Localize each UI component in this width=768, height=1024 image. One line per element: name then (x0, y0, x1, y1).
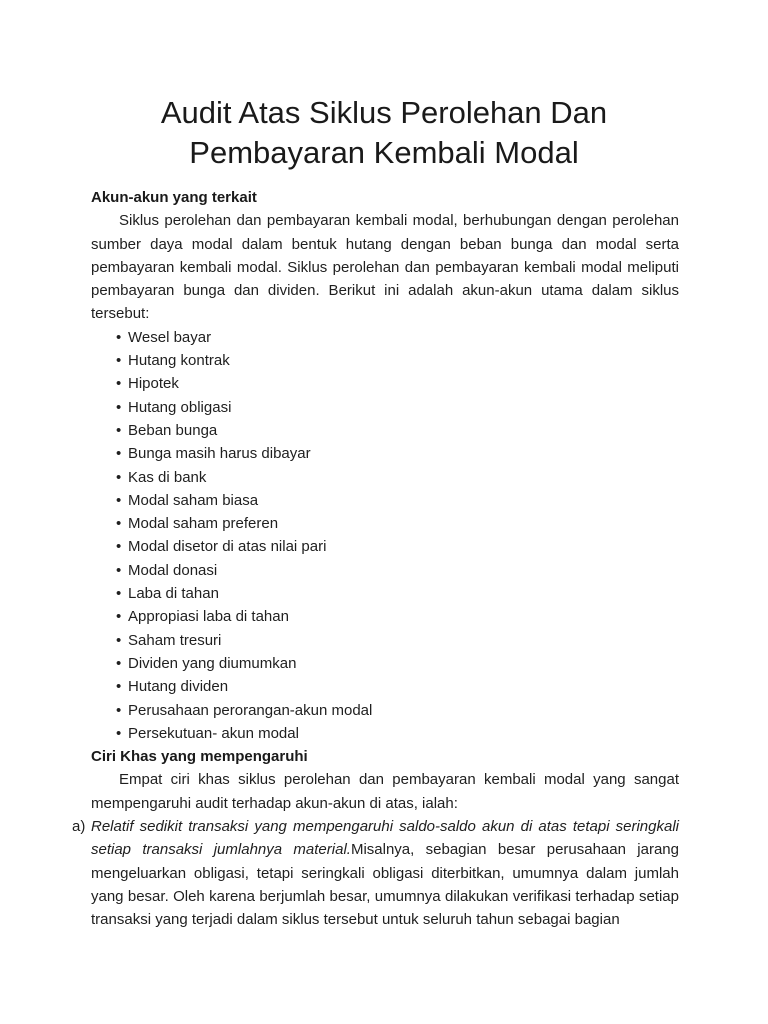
list-item-label: Beban bunga (128, 421, 218, 439)
characteristics-list (72, 815, 679, 931)
bullet-icon: • (116, 421, 122, 439)
list-item-italic-text: Relatif sedikit transaksi yang mempengaruhi saldo-saldo akun di atas tetapi seringkali setiap transaksi jumlahnya material. (91, 818, 679, 859)
list-item-label: Hutang kontrak (128, 352, 230, 370)
section-heading-ciri-khas: Ciri Khas yang mempengaruhi (91, 748, 308, 766)
list-item-label: Hutang obligasi (128, 398, 232, 416)
list-item (116, 419, 679, 442)
bullet-icon: • (116, 561, 122, 579)
list-item (116, 489, 679, 512)
section-paragraph-ciri-khas: Empat ciri khas siklus perolehan dan pembayaran kembali modal yang sangat mempengaruhi audit terhadap akun-akun di atas, ialah: (91, 771, 679, 812)
list-item-label: Kas di bank (128, 468, 207, 486)
bullet-icon: • (116, 398, 122, 416)
list-item (116, 512, 679, 535)
bullet-icon: • (116, 678, 122, 696)
list-item (116, 605, 679, 628)
title-line-2: Pembayaran Kembali Modal (189, 135, 579, 170)
account-bullet-list (91, 326, 679, 745)
list-item-label: Dividen yang diumumkan (128, 654, 297, 672)
document-body (72, 186, 679, 932)
list-item-label: Bunga masih harus dibayar (128, 445, 311, 463)
list-item (116, 699, 679, 722)
list-item-label: Modal saham biasa (128, 491, 259, 509)
list-item (116, 675, 679, 698)
bullet-icon: • (116, 328, 122, 346)
bullet-icon: • (116, 515, 122, 533)
bullet-icon: • (116, 352, 122, 370)
list-item-body-text: Misalnya, sebagian besar perusahaan jarang mengeluarkan obligasi, tetapi seringkali obligasi diterbitkan, umumnya dalam jumlah yang besar. Oleh karena berjumlah besar, umumnya dilakukan verifikasi terhadap setiap transaksi yang terjadi dalam siklus tersebut untuk seluruh tahun sebagai bagian (91, 841, 679, 929)
list-item-label: Hutang dividen (128, 678, 229, 696)
list-item-label: Laba di tahan (128, 585, 219, 603)
list-item (116, 629, 679, 652)
bullet-icon: • (116, 538, 122, 556)
list-item (116, 535, 679, 558)
bullet-icon: • (116, 608, 122, 626)
bullet-icon: • (116, 631, 122, 649)
list-item-label: Perusahaan perorangan-akun modal (128, 701, 373, 719)
title-line-1: Audit Atas Siklus Perolehan Dan (160, 95, 608, 130)
bullet-icon: • (116, 724, 122, 742)
list-item-label: Modal disetor di atas nilai pari (128, 538, 327, 556)
list-item (116, 559, 679, 582)
bullet-icon: • (116, 491, 122, 509)
list-item (116, 582, 679, 605)
list-item-label: Modal saham preferen (128, 515, 279, 533)
list-item (116, 442, 679, 465)
bullet-icon: • (116, 375, 122, 393)
list-item (116, 326, 679, 349)
bullet-icon: • (116, 585, 122, 603)
list-item (72, 815, 679, 931)
list-item-label: Appropiasi laba di tahan (128, 608, 289, 626)
list-item (116, 349, 679, 372)
list-item (116, 466, 679, 489)
list-item-label: Wesel bayar (128, 328, 212, 346)
bullet-icon: • (116, 445, 122, 463)
list-item (116, 396, 679, 419)
list-item-marker: a) (72, 818, 86, 836)
list-item-label: Persekutuan- akun modal (128, 724, 299, 742)
bullet-icon: • (116, 468, 122, 486)
document-title (0, 93, 768, 173)
bullet-icon: • (116, 654, 122, 672)
list-item (116, 652, 679, 675)
list-item-label: Hipotek (128, 375, 179, 393)
list-item-label: Saham tresuri (128, 631, 222, 649)
section-heading-akun: Akun-akun yang terkait (91, 189, 257, 206)
list-item (116, 722, 679, 745)
list-item (116, 372, 679, 395)
list-item-label: Modal donasi (128, 561, 218, 579)
bullet-icon: • (116, 701, 122, 719)
section-paragraph-akun: Siklus perolehan dan pembayaran kembali modal, berhubungan dengan perolehan sumber daya modal dalam bentuk hutang dengan beban bunga dan modal serta pembayaran kembali modal. Siklus perolehan dan pembayaran kembali modal meliputi pembayaran bunga dan dividen. Berikut ini adalah akun-akun utama dalam siklus tersebut: (91, 212, 679, 323)
